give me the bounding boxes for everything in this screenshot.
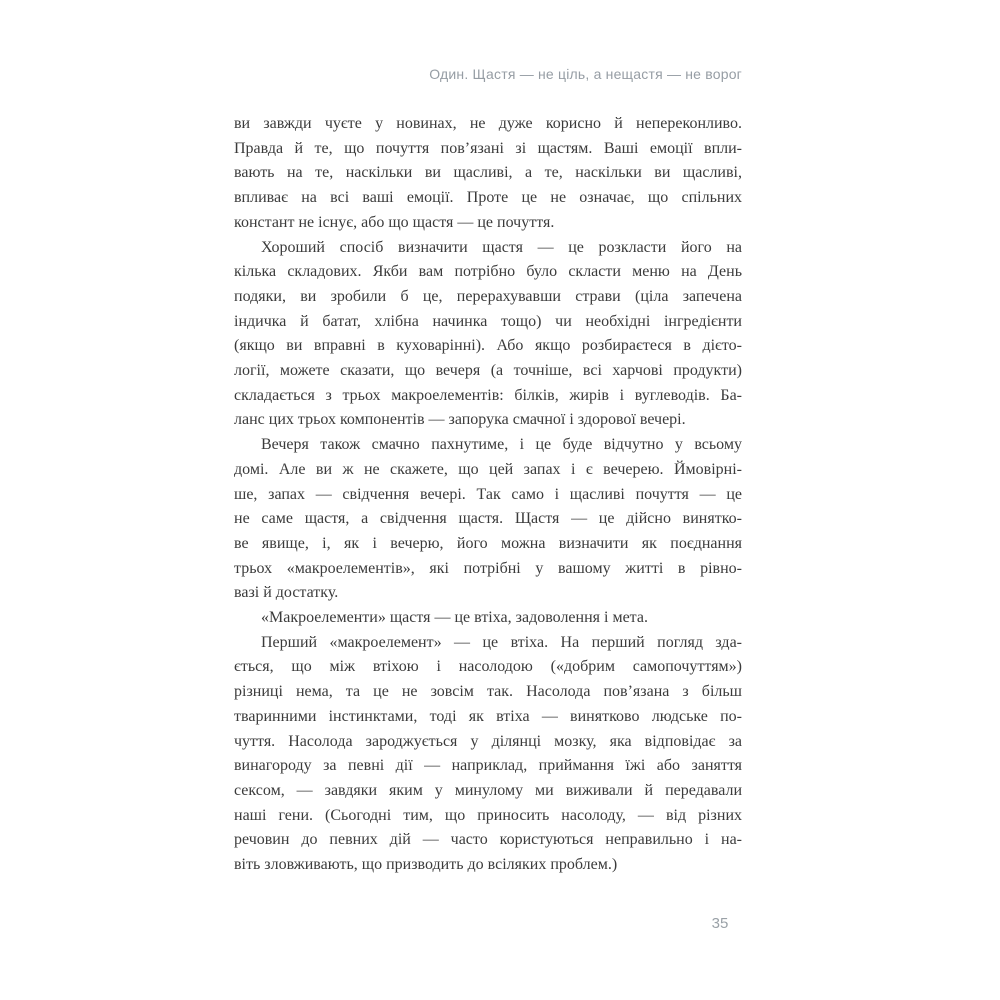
text-line: Хороший спосіб визначити щастя — це розкласти його на — [261, 238, 742, 256]
text-line: логії, можете сказати, що вечеря (а точніше, всі харчові продукти) — [234, 362, 742, 380]
paragraph — [234, 433, 742, 606]
text-line: наші гени. (Сьогодні тим, що приносить насолоду, — від різних — [234, 806, 742, 824]
paragraph — [234, 606, 742, 631]
text-line: кілька складових. Якби вам потрібно було скласти меню на День — [234, 263, 742, 281]
text-line: сексом, — завдяки яким у минулому ми виживали й передавали — [234, 781, 742, 799]
text-line: не саме щастя, а свідчення щастя. Щастя — це дійсно винятко- — [234, 510, 742, 528]
paragraph — [234, 631, 742, 878]
page-number: 35 — [711, 915, 729, 932]
text-line: впливає на всі ваші емоції. Проте це не означає, що спільних — [234, 189, 742, 207]
text-line: «Макроелементи» щастя — це втіха, задоволення і мета. — [261, 609, 648, 627]
page-body-text — [234, 112, 742, 878]
text-line: констант не існує, або що щастя — це почуття. — [234, 213, 555, 231]
text-line: Перший «макроелемент» — це втіха. На перший погляд зда- — [261, 633, 742, 651]
text-line: (якщо ви вправні в куховарінні). Або якщо розбираєтеся в дієто- — [234, 337, 742, 355]
text-line: тваринними інстинктами, тоді як втіха — винятково людське по- — [234, 707, 742, 725]
text-line: Правда й те, що почуття пов’язані зі щастям. Ваші емоції впли- — [234, 139, 742, 157]
text-line: різниці нема, та це не зовсім так. Насолода пов’язана з більш — [234, 683, 742, 701]
paragraph — [234, 236, 742, 434]
text-line: складається з трьох макроелементів: білків, жирів і вуглеводів. Ба- — [234, 386, 742, 404]
running-header: Один. Щастя — не ціль, а нещастя — не ворог — [429, 66, 742, 82]
text-line: ланс цих трьох компонентів — запорука смачної і здорової вечері. — [234, 411, 686, 429]
text-line: винагороду за певні дії — наприклад, приймання їжі або заняття — [234, 757, 742, 775]
paragraph — [234, 112, 742, 236]
text-line: ється, що між втіхою і насолодою («добрим самопочуттям») — [234, 658, 742, 676]
text-line: Вечеря також смачно пахнутиме, і це буде відчутно у всьому — [261, 436, 742, 454]
text-line: індичка й батат, хлібна начинка тощо) чи необхідні інгредієнти — [234, 312, 742, 330]
text-line: речовин до певних дій — часто користуються неправильно і на- — [234, 831, 742, 849]
text-line: трьох «макроелементів», які потрібні у вашому житті в рівно- — [234, 559, 742, 577]
text-line: вазі й достатку. — [234, 584, 339, 602]
text-line: чуття. Насолода зароджується у ділянці мозку, яка відповідає за — [234, 732, 742, 750]
text-line: ше, запах — свідчення вечері. Так само і щасливі почуття — це — [234, 485, 742, 503]
text-line: ви завжди чуєте у новинах, не дуже корисно й непереконливо. — [234, 115, 742, 132]
text-line: віть зловживають, що призводить до всіляких проблем.) — [234, 856, 618, 874]
text-line: подяки, ви зробили б це, перерахувавши страви (ціла запечена — [234, 287, 742, 305]
text-line: домі. Але ви ж не скажете, що цей запах і є вечерею. Ймовірні- — [234, 460, 742, 478]
text-line: ве явище, і, як і вечерю, його можна визначити як поєднання — [234, 534, 742, 552]
text-line: вають на те, наскільки ви щасливі, а те, наскільки ви щасливі, — [234, 164, 742, 182]
